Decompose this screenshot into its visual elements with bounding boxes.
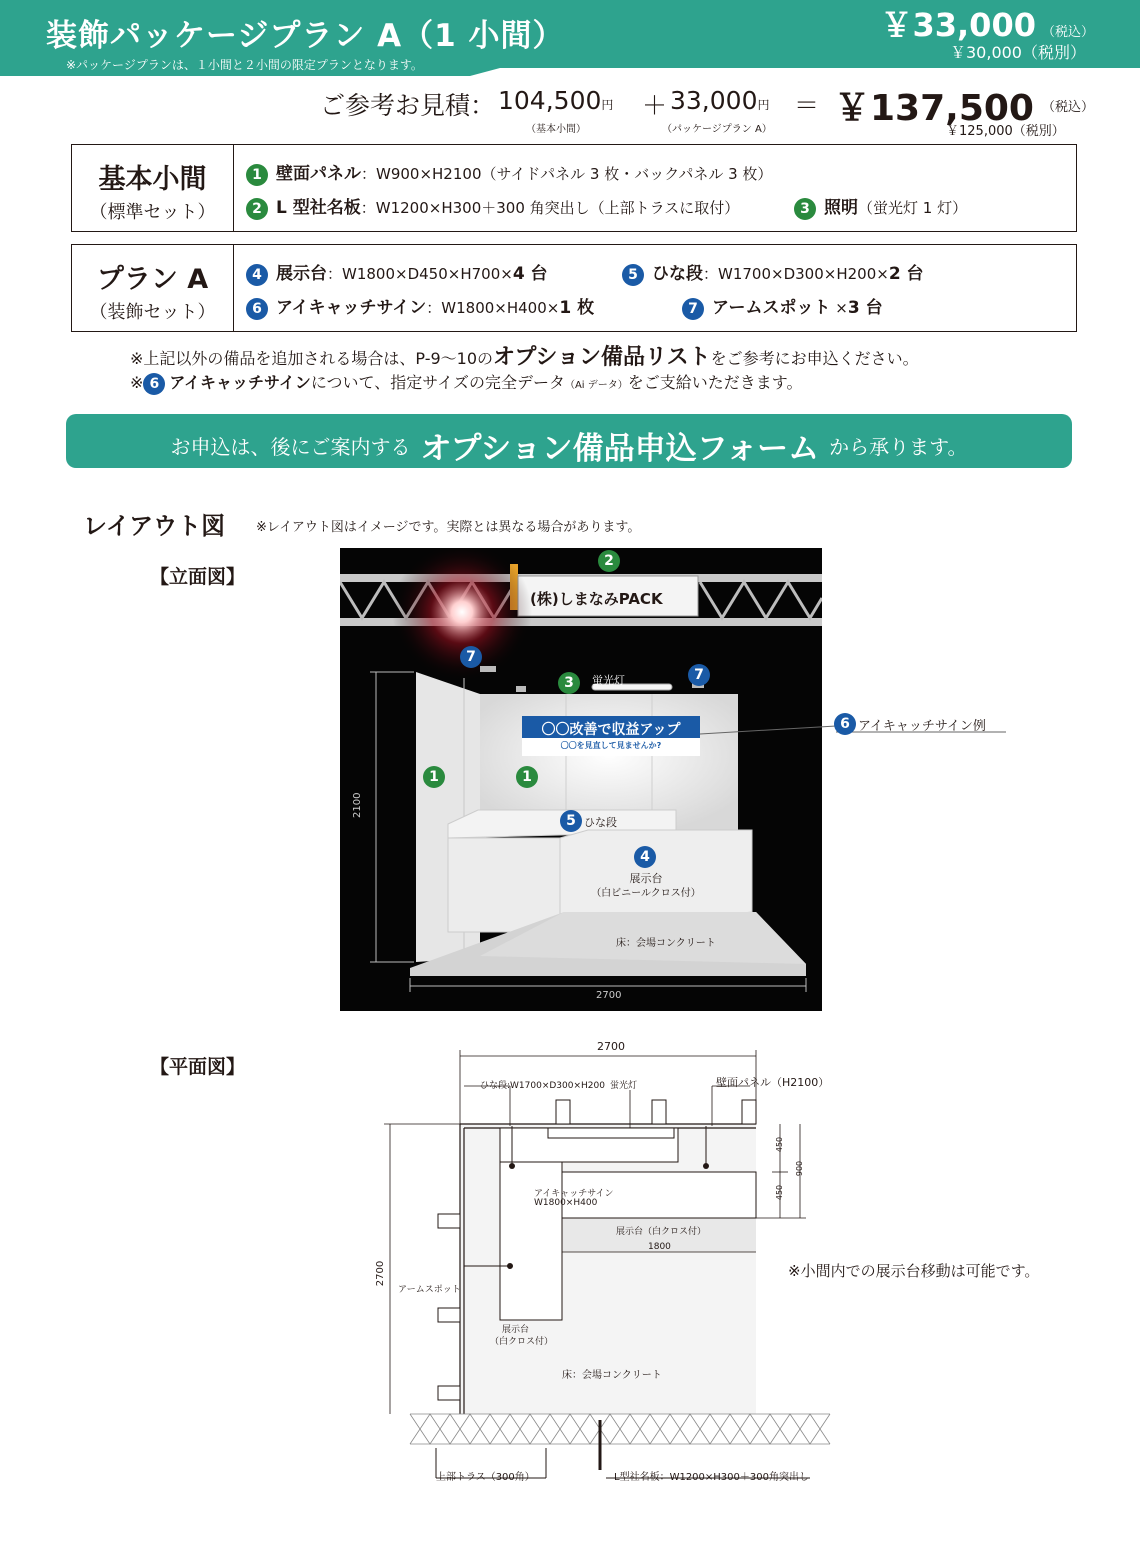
elevation-sign-sub: 〇〇を見直して見ませんか? <box>560 741 662 750</box>
floorplan-title: 【平面図】 <box>150 1056 246 1078</box>
elevation-title: 【立面図】 <box>150 566 246 588</box>
elevation-marker-2: 2 <box>598 550 620 572</box>
estimate-base-sub: （基本小間） <box>526 124 586 135</box>
elevation-tenjidai-label: 展示台 <box>629 872 663 885</box>
elevation-marker-5: 5 <box>560 810 582 832</box>
estimate-base: 104,500円 <box>498 86 614 115</box>
plan-price-excl: ￥30,000（税別） <box>950 43 1086 62</box>
plan-item-eyecatch: 6 アイキャッチサイン：W1800×H400×1 枚 <box>246 293 594 320</box>
eyecatch-example-marker: 6 <box>834 713 856 735</box>
plan-a-label: プラン A （装飾セット） <box>72 245 234 331</box>
floorplan-floor-label: 床：会場コンクリート <box>562 1370 662 1381</box>
plan-item-armspot: 7 アームスポット ×3 台 <box>682 293 883 320</box>
header-band <box>0 0 1140 76</box>
plan-price-incl: ￥33,000 （税込） <box>880 6 1094 44</box>
layout-title: レイアウト図 <box>83 512 226 540</box>
basic-set-label: 基本小間 （標準セット） <box>72 145 234 231</box>
plan-title: 装飾パッケージプラン A（1 小間） <box>46 18 565 54</box>
option-note: ※上記以外の備品を追加される場合は、P-9～10のオプション備品リストをご参考にお申込ください。 <box>130 345 919 370</box>
plan-note: ※パッケージプランは、１小間と２小間の限定プランとなります。 <box>66 58 423 72</box>
floorplan-dim-1800: 1800 <box>648 1242 671 1252</box>
estimate-plan-sub: （パッケージプラン A） <box>662 124 772 135</box>
estimate-plus: ＋ <box>642 91 668 120</box>
elevation-sign-main: 〇〇改善で収益アップ <box>541 722 681 738</box>
estimate-label: ご参考お見積： <box>320 91 496 120</box>
elevation-company-name: (株)しまなみPACK <box>530 590 663 608</box>
eyecatch-note: ※ 6 アイキャッチサインについて、指定サイズの完全データ（Ai データ）をご支給いただきます。 <box>130 370 803 395</box>
estimate-total-tax: （税込） <box>1042 100 1095 115</box>
elevation-marker-3: 3 <box>558 672 580 694</box>
elevation-floor-label: 床：会場コンクリート <box>616 938 716 949</box>
floorplan-armspot-label: アームスポット <box>398 1285 461 1295</box>
floorplan-truss-label: 上部トラス（300角） <box>436 1472 535 1483</box>
plan-a-box <box>71 244 1077 332</box>
basic-item-nameplate: 2 L 型社名板：W1200×H300＋300 角突出し（上部トラスに取付） <box>246 193 739 220</box>
eyecatch-example-label: アイキャッチサイン例 <box>858 719 986 734</box>
elevation-hinadan-label: ひな段 <box>584 816 617 829</box>
floorplan-hinadan-label: ひな段:W1700×D300×H200 <box>480 1081 605 1091</box>
floorplan-tenjidai-left-sub: （白クロス付） <box>490 1337 554 1347</box>
estimate-total: ￥137,500 <box>834 88 1034 129</box>
floorplan-dim-450a: 450 <box>775 1136 785 1153</box>
elevation-diagram <box>340 548 822 1011</box>
floorplan-height-label: 2700 <box>375 1260 387 1287</box>
basic-item-light: 3 照明（蛍光灯 1 灯） <box>794 193 967 220</box>
plan-item-display-stand: 4 展示台：W1800×D450×H700×4 台 <box>246 259 548 286</box>
basic-item-panel: 1 壁面パネル：W900×H2100（サイドパネル 3 枚・バックパネル 3 枚） <box>246 159 772 186</box>
elevation-width-label: 2700 <box>596 990 622 1001</box>
elevation-fluorescent-label: 蛍光灯 <box>592 674 625 687</box>
basic-set-box <box>71 144 1077 232</box>
floorplan-dim-450b: 450 <box>775 1184 785 1201</box>
floorplan-eyecatch-size: W1800×H400 <box>534 1198 598 1208</box>
elevation-tenjidai-sub: （白ビニールクロス付） <box>591 888 701 899</box>
plan-item-hinadan: 5 ひな段：W1700×D300×H200×2 台 <box>622 259 924 286</box>
elevation-height-label: 2100 <box>352 792 363 818</box>
layout-note: ※レイアウト図はイメージです。実際とは異なる場合があります。 <box>256 520 641 535</box>
floorplan-eyecatch-label: アイキャッチサイン <box>534 1189 614 1199</box>
elevation-marker-7b: 7 <box>688 664 710 686</box>
elevation-marker-4: 4 <box>634 846 656 868</box>
floorplan-dim-900: 900 <box>795 1160 805 1177</box>
estimate-plan: 33,000円 <box>670 86 770 115</box>
floorplan-move-note: ※小間内での展示台移動は可能です。 <box>788 1262 1040 1280</box>
floorplan-tenjidai-left-label: 展示台 <box>502 1325 530 1335</box>
elevation-marker-7a: 7 <box>460 646 482 668</box>
application-banner: お申込は、後にご案内する オプション備品申込フォーム から承ります。 <box>66 414 1072 468</box>
elevation-marker-1b: 1 <box>516 766 538 788</box>
floorplan-fluorescent-label: 蛍光灯 <box>610 1081 638 1091</box>
floorplan-diagram <box>360 1030 840 1490</box>
floorplan-nameplate-label: L型社名板：W1200×H300＋300角突出し <box>614 1472 809 1483</box>
floorplan-tenjidai-top-label: 展示台（白クロス付） <box>616 1227 707 1237</box>
floorplan-width-top: 2700 <box>597 1040 625 1053</box>
floorplan-wall-panel-label: 壁面パネル（H2100） <box>716 1076 830 1089</box>
elevation-marker-1a: 1 <box>423 766 445 788</box>
estimate-equals: ＝ <box>794 91 820 120</box>
estimate-total-excl: ￥125,000（税別） <box>946 124 1065 139</box>
